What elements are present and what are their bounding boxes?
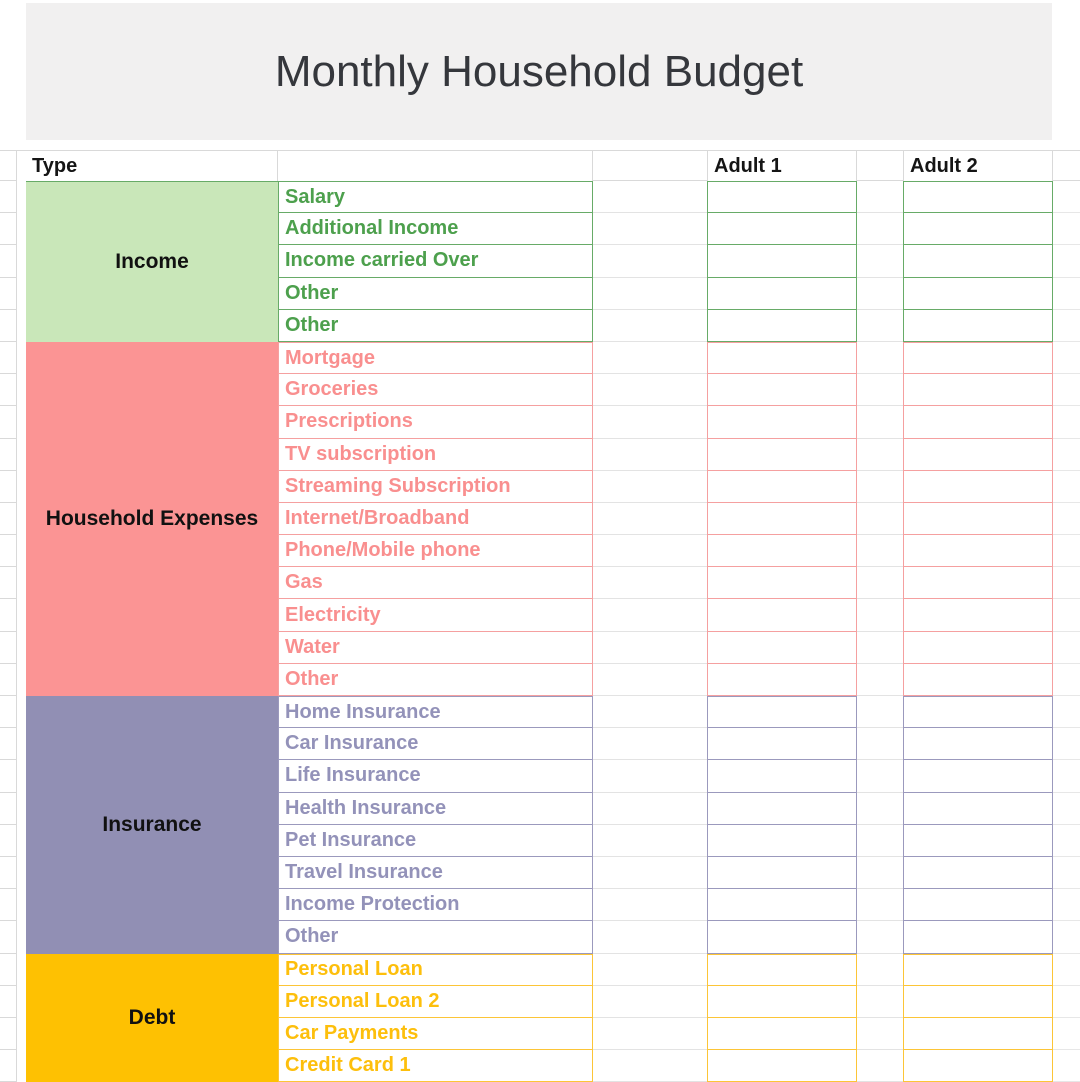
item-label-cell[interactable]: Income Protection [278, 889, 593, 921]
section-type-cell[interactable]: Debt [26, 954, 278, 1082]
grid-gap-cell [857, 954, 903, 986]
adult1-value-cell[interactable] [707, 342, 857, 374]
item-label-cell[interactable]: Phone/Mobile phone [278, 535, 593, 567]
grid-gap-cell [593, 728, 707, 760]
right-margin-cell [1053, 278, 1080, 310]
grid-gap-cell [593, 374, 707, 406]
adult2-value-cell[interactable] [903, 954, 1053, 986]
adult2-value-cell[interactable] [903, 213, 1053, 245]
right-margin-cell [1053, 825, 1080, 857]
row-gutter-cell [0, 664, 17, 696]
grid-gap-cell [593, 825, 707, 857]
grid-gap-cell [593, 986, 707, 1018]
adult1-column-header[interactable]: Adult 1 [707, 150, 857, 181]
row-gutter-cell [0, 503, 17, 535]
item-label-cell[interactable]: Car Payments [278, 1018, 593, 1050]
row-gutter-cell [0, 632, 17, 664]
adult2-value-cell[interactable] [903, 889, 1053, 921]
adult1-value-cell[interactable] [707, 181, 857, 213]
grid-gap-cell [857, 406, 903, 438]
row-gutter-cell [0, 213, 17, 245]
grid-gap-cell [593, 439, 707, 471]
adult1-value-cell[interactable] [707, 599, 857, 631]
grid-gap-cell [593, 632, 707, 664]
right-margin-cell [1053, 503, 1080, 535]
item-label-cell[interactable]: Other [278, 310, 593, 342]
item-label-cell[interactable]: Travel Insurance [278, 857, 593, 889]
section-type-cell[interactable]: Household Expenses [26, 342, 278, 696]
grid-gap-cell [857, 664, 903, 696]
adult1-value-cell[interactable] [707, 213, 857, 245]
grid-gap-cell [857, 696, 903, 728]
right-margin-cell [1053, 567, 1080, 599]
page-title: Monthly Household Budget [275, 47, 803, 97]
adult2-value-cell[interactable] [903, 439, 1053, 471]
adult2-value-cell[interactable] [903, 793, 1053, 825]
grid-gap-cell [857, 503, 903, 535]
adult1-value-cell[interactable] [707, 696, 857, 728]
row-gutter-cell [0, 1050, 17, 1082]
item-label-cell[interactable]: Electricity [278, 599, 593, 631]
item-label-cell[interactable]: Life Insurance [278, 760, 593, 792]
right-margin-cell [1053, 439, 1080, 471]
grid-gap-cell [857, 471, 903, 503]
row-gutter-cell [0, 760, 17, 792]
row-gutter-cell [0, 986, 17, 1018]
row-gutter-cell [0, 342, 17, 374]
adult2-value-cell[interactable] [903, 471, 1053, 503]
grid-gap-cell [593, 535, 707, 567]
grid-gap-cell [593, 857, 707, 889]
item-label-cell[interactable]: Car Insurance [278, 728, 593, 760]
adult2-value-cell[interactable] [903, 664, 1053, 696]
adult1-value-cell[interactable] [707, 245, 857, 277]
gutter-header-cell [0, 150, 17, 181]
grid-gap-cell [593, 278, 707, 310]
row-gutter-cell [0, 406, 17, 438]
right-margin-cell [1053, 793, 1080, 825]
adult2-value-cell[interactable] [903, 599, 1053, 631]
grid-gap-cell [857, 921, 903, 953]
item-label-cell[interactable]: TV subscription [278, 439, 593, 471]
right-margin-cell [1053, 760, 1080, 792]
row-gutter-cell [0, 857, 17, 889]
row-gutter-cell [0, 181, 17, 213]
grid-gap-cell [857, 213, 903, 245]
adult1-value-cell[interactable] [707, 1018, 857, 1050]
item-label-cell[interactable]: Income carried Over [278, 245, 593, 277]
right-margin-cell [1053, 986, 1080, 1018]
right-margin-cell [1053, 696, 1080, 728]
row-gutter-cell [0, 921, 17, 953]
adult2-value-cell[interactable] [903, 760, 1053, 792]
grid-gap-cell [593, 181, 707, 213]
row-gutter-cell [0, 599, 17, 631]
grid-gap-cell [593, 1050, 707, 1082]
adult1-value-cell[interactable] [707, 439, 857, 471]
item-label-cell[interactable]: Health Insurance [278, 793, 593, 825]
grid-gap-cell [593, 793, 707, 825]
adult1-value-cell[interactable] [707, 793, 857, 825]
right-margin-cell [1053, 406, 1080, 438]
grid-gap-cell [593, 471, 707, 503]
adult1-value-cell[interactable] [707, 1050, 857, 1082]
adult2-value-cell[interactable] [903, 374, 1053, 406]
row-gutter-cell [0, 535, 17, 567]
item-label-cell[interactable]: Additional Income [278, 213, 593, 245]
grid-gap-cell [857, 889, 903, 921]
grid-gap-cell [857, 439, 903, 471]
title-banner [26, 3, 1052, 140]
row-gutter-cell [0, 793, 17, 825]
right-margin-cell [1053, 181, 1080, 213]
gap-header-cell [857, 150, 903, 181]
adult2-value-cell[interactable] [903, 857, 1053, 889]
right-margin-cell [1053, 954, 1080, 986]
grid-gap-cell [593, 889, 707, 921]
right-margin-cell [1053, 310, 1080, 342]
adult2-value-cell[interactable] [903, 278, 1053, 310]
grid-gap-cell [857, 374, 903, 406]
gap-header-cell [593, 150, 707, 181]
right-margin-cell [1053, 889, 1080, 921]
type-column-header[interactable]: Type [26, 150, 278, 181]
grid-gap-cell [857, 1050, 903, 1082]
item-label-cell[interactable]: Pet Insurance [278, 825, 593, 857]
grid-gap-cell [593, 310, 707, 342]
adult1-value-cell[interactable] [707, 278, 857, 310]
right-margin-cell [1053, 632, 1080, 664]
grid-gap-cell [593, 342, 707, 374]
right-margin-cell [1053, 535, 1080, 567]
grid-gap-cell [593, 599, 707, 631]
grid-gap-cell [857, 310, 903, 342]
grid-gap-cell [593, 1018, 707, 1050]
right-margin-cell [1053, 728, 1080, 760]
grid-gap-cell [593, 567, 707, 599]
item-label-cell[interactable]: Home Insurance [278, 696, 593, 728]
right-margin-cell [1053, 664, 1080, 696]
right-margin-cell [1053, 374, 1080, 406]
item-label-cell[interactable]: Groceries [278, 374, 593, 406]
right-margin-header-cell [1053, 150, 1080, 181]
item-label-cell[interactable]: Water [278, 632, 593, 664]
grid-gap-cell [857, 567, 903, 599]
adult2-value-cell[interactable] [903, 567, 1053, 599]
adult2-column-header[interactable]: Adult 2 [903, 150, 1053, 181]
grid-gap-cell [857, 1018, 903, 1050]
row-gutter-cell [0, 278, 17, 310]
row-gutter-cell [0, 245, 17, 277]
right-margin-cell [1053, 921, 1080, 953]
row-gutter-cell [0, 889, 17, 921]
item-label-cell[interactable]: Gas [278, 567, 593, 599]
row-gutter-cell [0, 954, 17, 986]
adult2-value-cell[interactable] [903, 986, 1053, 1018]
grid-gap-cell [593, 503, 707, 535]
item-label-cell[interactable]: Other [278, 921, 593, 953]
grid-gap-cell [593, 921, 707, 953]
adult2-value-cell[interactable] [903, 825, 1053, 857]
grid-gap-cell [857, 728, 903, 760]
row-gutter-cell [0, 310, 17, 342]
right-margin-cell [1053, 599, 1080, 631]
sheet-grid [0, 150, 1080, 1063]
spacer-header-cell [17, 150, 26, 181]
grid-gap-cell [857, 278, 903, 310]
adult2-value-cell[interactable] [903, 245, 1053, 277]
item-label-cell[interactable]: Streaming Subscription [278, 471, 593, 503]
row-gutter-cell [0, 439, 17, 471]
adult2-value-cell[interactable] [903, 310, 1053, 342]
row-gutter-cell [0, 696, 17, 728]
adult2-value-cell[interactable] [903, 181, 1053, 213]
item-column-header[interactable] [278, 150, 593, 181]
adult2-value-cell[interactable] [903, 535, 1053, 567]
adult2-value-cell[interactable] [903, 1050, 1053, 1082]
grid-gap-cell [857, 760, 903, 792]
adult2-value-cell[interactable] [903, 503, 1053, 535]
adult1-value-cell[interactable] [707, 664, 857, 696]
adult2-value-cell[interactable] [903, 1018, 1053, 1050]
adult2-value-cell[interactable] [903, 406, 1053, 438]
grid-gap-cell [857, 825, 903, 857]
adult1-value-cell[interactable] [707, 374, 857, 406]
adult1-value-cell[interactable] [707, 889, 857, 921]
right-margin-cell [1053, 342, 1080, 374]
item-label-cell[interactable]: Personal Loan [278, 954, 593, 986]
grid-gap-cell [857, 535, 903, 567]
adult1-value-cell[interactable] [707, 986, 857, 1018]
grid-gap-cell [857, 857, 903, 889]
adult1-value-cell[interactable] [707, 471, 857, 503]
grid-gap-cell [857, 181, 903, 213]
grid-gap-cell [593, 696, 707, 728]
adult1-value-cell[interactable] [707, 406, 857, 438]
row-gutter-cell [0, 471, 17, 503]
item-label-cell[interactable]: Prescriptions [278, 406, 593, 438]
right-margin-cell [1053, 857, 1080, 889]
right-margin-cell [1053, 213, 1080, 245]
item-label-cell[interactable]: Internet/Broadband [278, 503, 593, 535]
row-gutter-cell [0, 1018, 17, 1050]
grid-gap-cell [857, 342, 903, 374]
adult1-value-cell[interactable] [707, 535, 857, 567]
adult1-value-cell[interactable] [707, 567, 857, 599]
row-gutter-cell [0, 374, 17, 406]
row-gutter-cell [0, 728, 17, 760]
adult2-value-cell[interactable] [903, 921, 1053, 953]
item-label-cell[interactable]: Salary [278, 181, 593, 213]
adult2-value-cell[interactable] [903, 728, 1053, 760]
adult2-value-cell[interactable] [903, 342, 1053, 374]
adult1-value-cell[interactable] [707, 728, 857, 760]
adult1-value-cell[interactable] [707, 632, 857, 664]
row-gutter-cell [0, 825, 17, 857]
grid-gap-cell [857, 245, 903, 277]
right-margin-cell [1053, 1050, 1080, 1082]
grid-gap-cell [857, 632, 903, 664]
section-type-cell[interactable]: Income [26, 181, 278, 342]
grid-gap-cell [593, 954, 707, 986]
section-type-cell[interactable]: Insurance [26, 696, 278, 954]
adult1-value-cell[interactable] [707, 310, 857, 342]
adult1-value-cell[interactable] [707, 760, 857, 792]
item-label-cell[interactable]: Other [278, 664, 593, 696]
grid-gap-cell [857, 599, 903, 631]
adult1-value-cell[interactable] [707, 954, 857, 986]
grid-gap-cell [593, 406, 707, 438]
adult1-value-cell[interactable] [707, 503, 857, 535]
right-margin-cell [1053, 471, 1080, 503]
right-margin-cell [1053, 245, 1080, 277]
grid-gap-cell [857, 986, 903, 1018]
grid-gap-cell [593, 760, 707, 792]
row-gutter-cell [0, 567, 17, 599]
adult1-value-cell[interactable] [707, 825, 857, 857]
grid-gap-cell [857, 793, 903, 825]
grid-gap-cell [593, 213, 707, 245]
item-label-cell[interactable]: Mortgage [278, 342, 593, 374]
adult1-value-cell[interactable] [707, 921, 857, 953]
adult1-value-cell[interactable] [707, 857, 857, 889]
right-margin-cell [1053, 1018, 1080, 1050]
grid-gap-cell [593, 664, 707, 696]
item-label-cell[interactable]: Credit Card 1 [278, 1050, 593, 1082]
item-label-cell[interactable]: Other [278, 278, 593, 310]
item-label-cell[interactable]: Personal Loan 2 [278, 986, 593, 1018]
grid-gap-cell [593, 245, 707, 277]
adult2-value-cell[interactable] [903, 632, 1053, 664]
adult2-value-cell[interactable] [903, 696, 1053, 728]
